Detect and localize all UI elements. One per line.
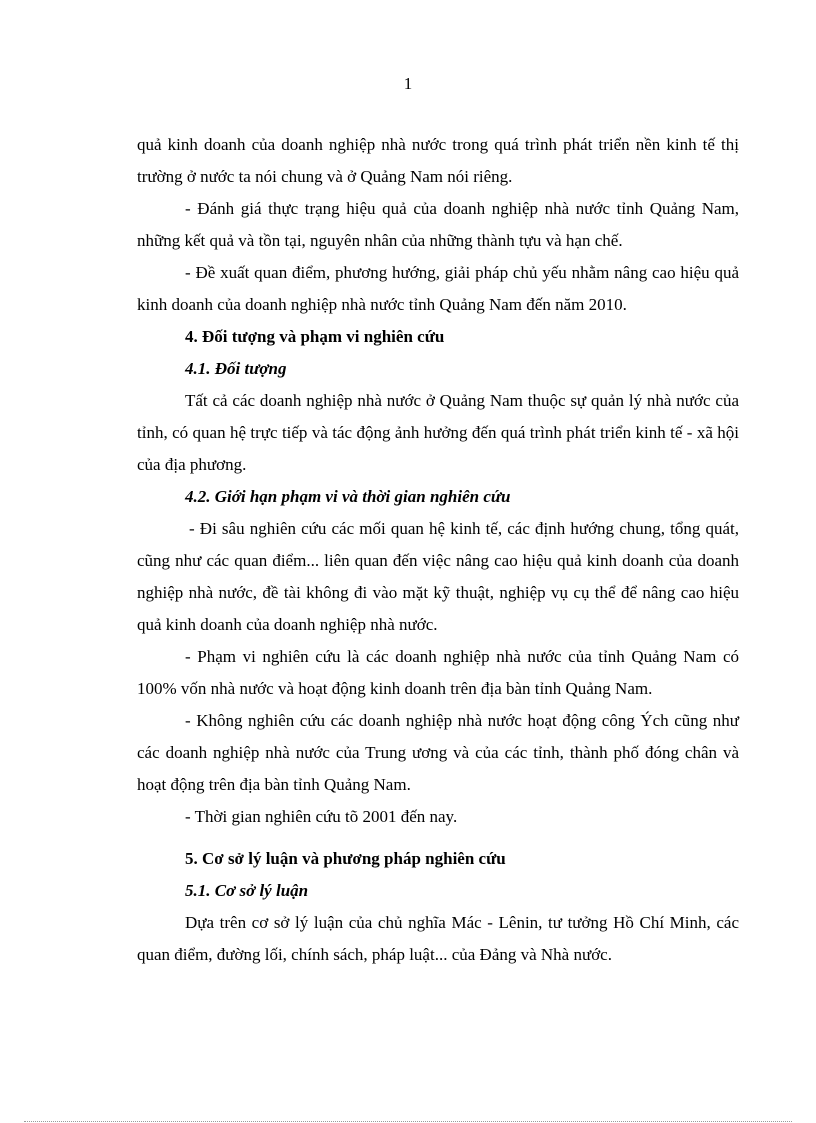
paragraph: - Đánh giá thực trạng hiệu quả của doanh nghiệp nhà nước tỉnh Quảng Nam, những kết quả và tồn tại, nguyên nhân của những thành tựu và hạn chế.	[137, 199, 739, 250]
paragraph: - Thời gian nghiên cứu tõ 2001 đến nay.	[185, 807, 458, 826]
document-body	[137, 129, 739, 971]
section-heading: 5. Cơ sở lý luận và phương pháp nghiên cứu	[185, 849, 506, 868]
paragraph: Tất cả các doanh nghiệp nhà nước ở Quảng Nam thuộc sự quản lý nhà nước của tỉnh, có quan hệ trực tiếp và tác động ảnh hưởng đến quá trình phát triển kinh tế - xã hội của địa phương.	[137, 391, 739, 474]
paragraph: - Không nghiên cứu các doanh nghiệp nhà nước hoạt động công Ých cũng như các doanh nghiệp nhà nước của Trung ương và của các tỉnh, thành phố đóng chân và hoạt động trên địa bàn tỉnh Quảng Nam.	[137, 711, 739, 794]
paragraph: - Đi sâu nghiên cứu các mối quan hệ kinh tế, các định hướng chung, tổng quát, cũng như các quan điểm... liên quan đến việc nâng cao hiệu quả kinh doanh của doanh nghiệp nhà nước, đề tài không đi vào mặt kỹ thuật, nghiệp vụ cụ thể để nâng cao hiệu quả kinh doanh của doanh nghiệp nhà nước.	[137, 519, 739, 634]
page-bottom-divider	[24, 1121, 792, 1122]
section-heading: 4. Đối tượng và phạm vi nghiên cứu	[185, 327, 445, 346]
page-number: 1	[403, 74, 413, 93]
subsection-heading: 5.1. Cơ sở lý luận	[185, 881, 309, 900]
subsection-heading: 4.2. Giới hạn phạm vi và thời gian nghiên cứu	[185, 487, 511, 506]
paragraph: quả kinh doanh của doanh nghiệp nhà nước trong quá trình phát triển nền kinh tế thị trường ở nước ta nói chung và ở Quảng Nam nói riêng.	[137, 135, 739, 186]
paragraph: Dựa trên cơ sở lý luận của chủ nghĩa Mác - Lênin, tư tưởng Hồ Chí Minh, các quan điểm, đường lối, chính sách, pháp luật... của Đảng và Nhà nước.	[137, 913, 739, 964]
paragraph: - Phạm vi nghiên cứu là các doanh nghiệp nhà nước của tỉnh Quảng Nam có 100% vốn nhà nước và hoạt động kinh doanh trên địa bàn tỉnh Quảng Nam.	[137, 647, 739, 698]
paragraph: - Đề xuất quan điểm, phương hướng, giải pháp chủ yếu nhằm nâng cao hiệu quả kinh doanh của doanh nghiệp nhà nước tỉnh Quảng Nam đến năm 2010.	[137, 263, 739, 314]
subsection-heading: 4.1. Đối tượng	[185, 359, 287, 378]
